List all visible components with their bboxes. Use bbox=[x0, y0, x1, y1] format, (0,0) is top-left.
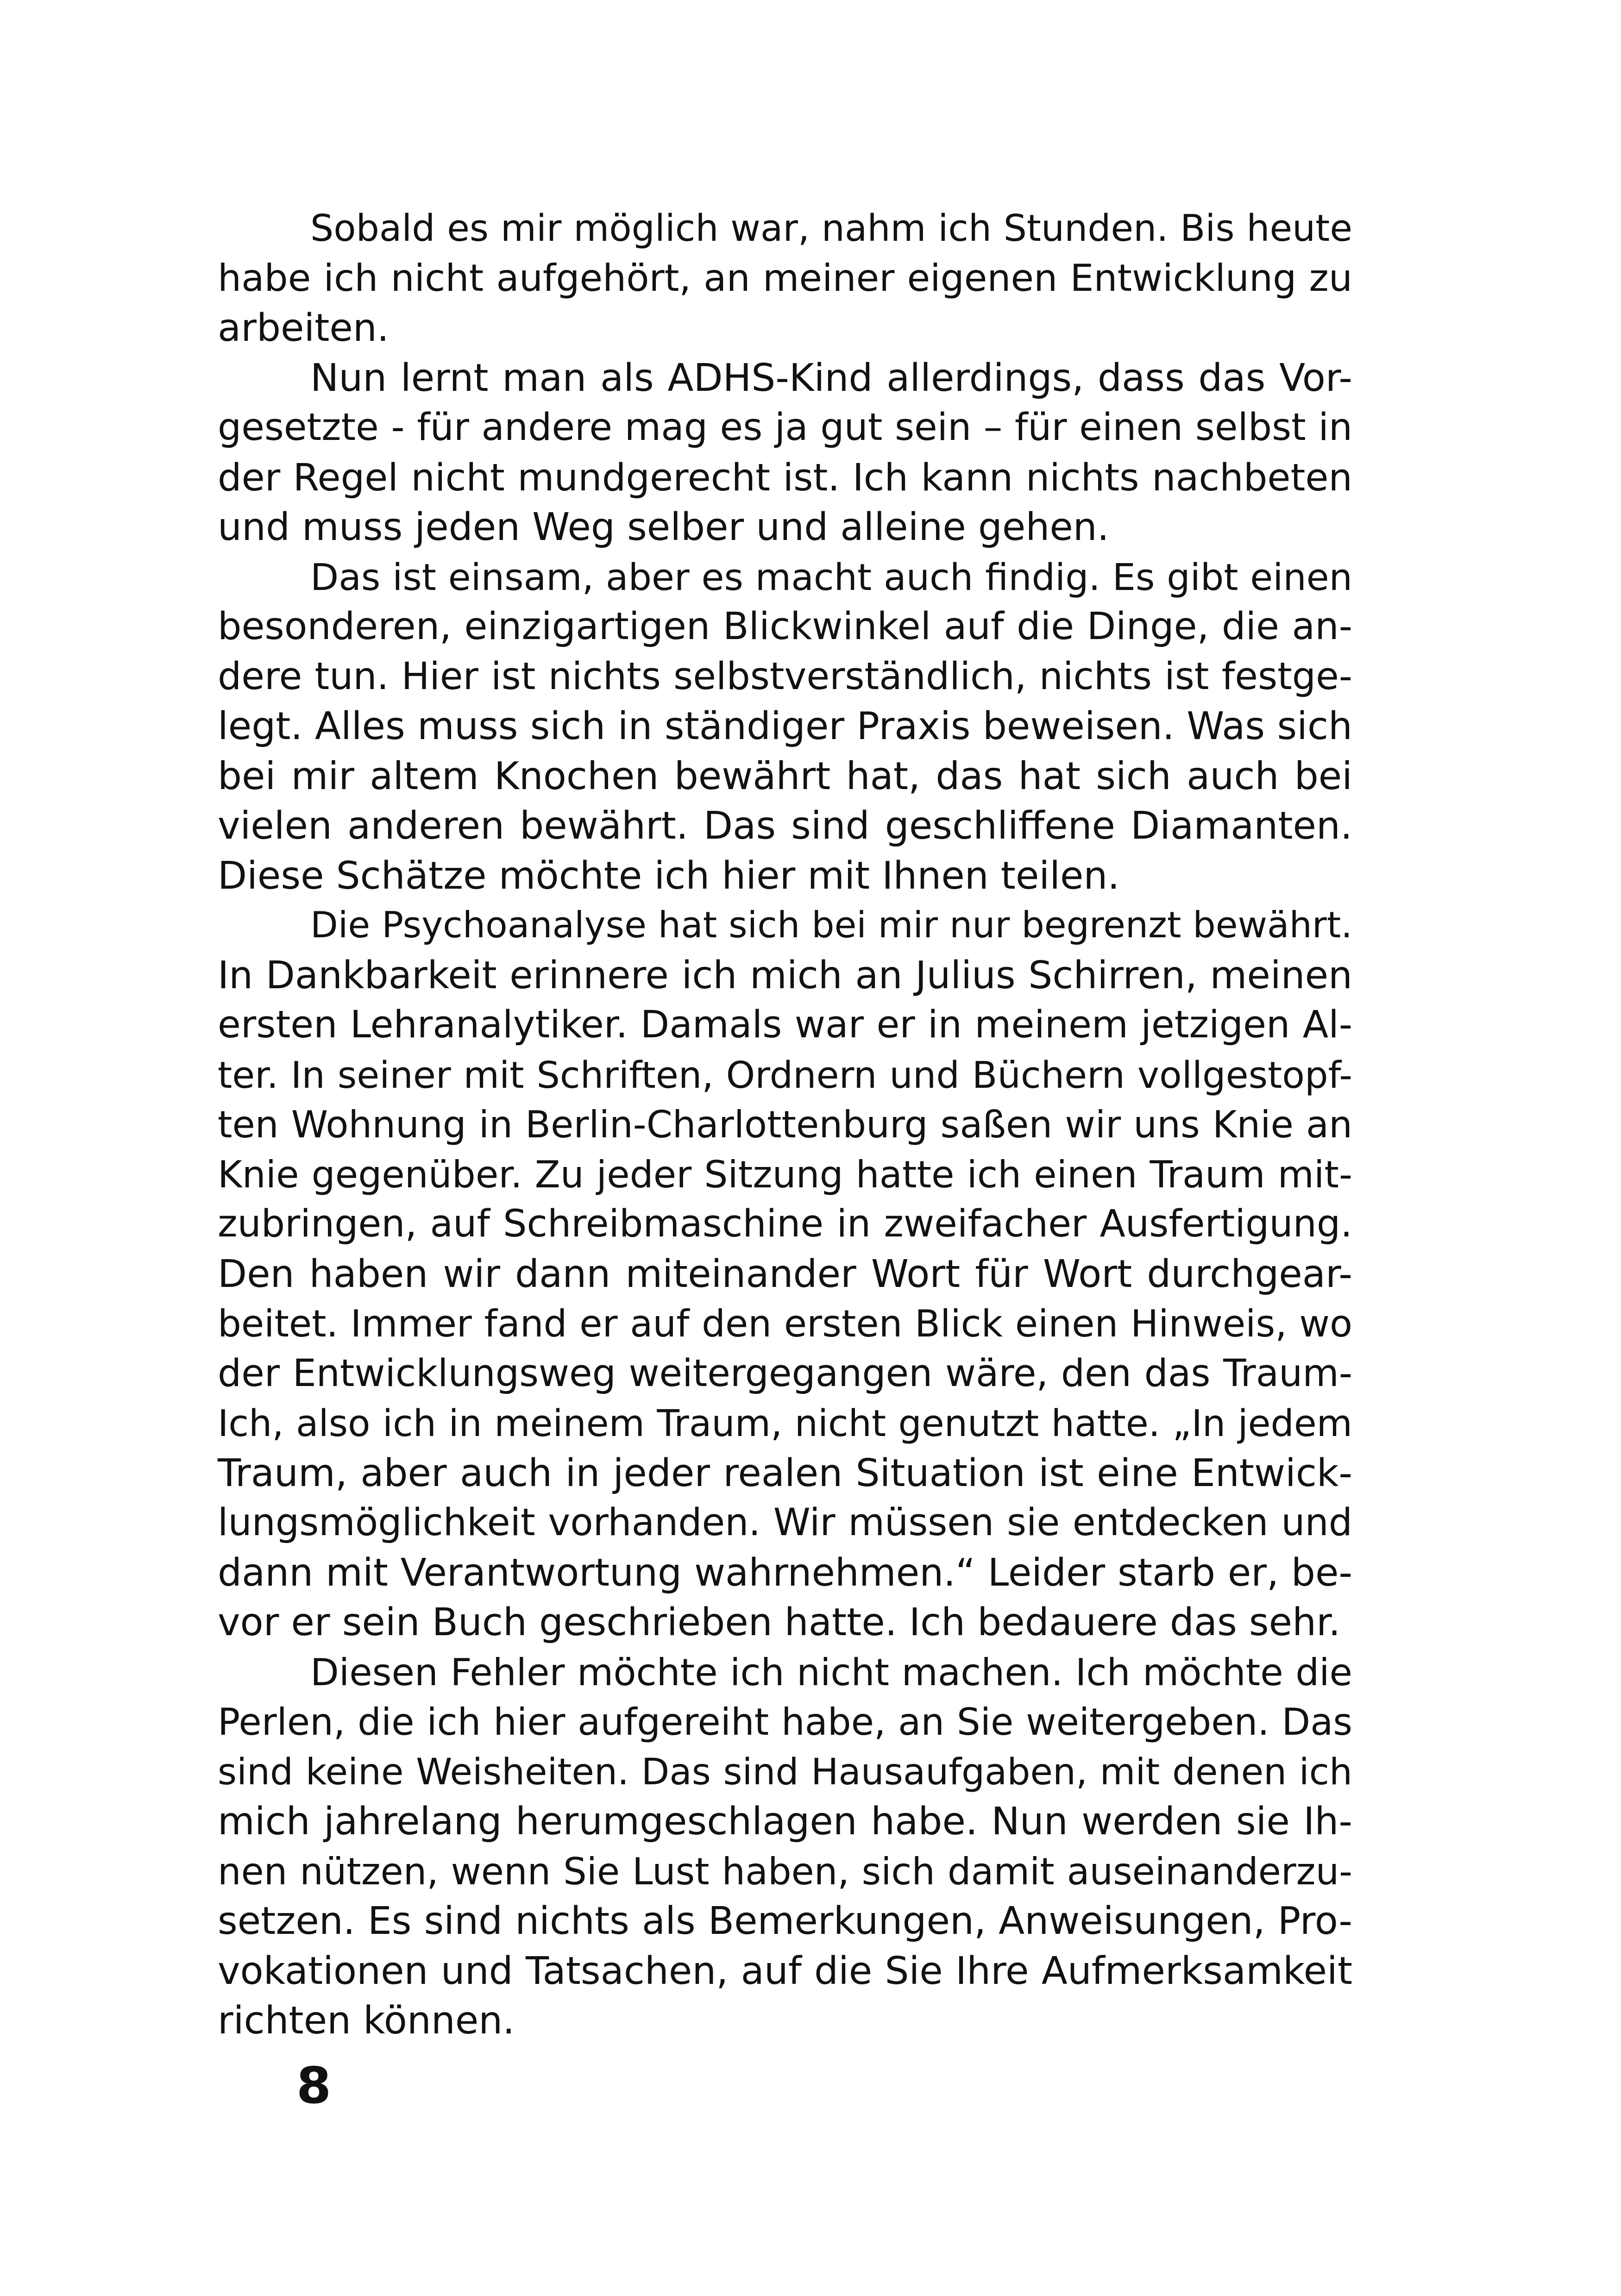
text-line: Ich, also ich in meinem Traum, nicht genutzt hatte. „In jedem bbox=[218, 1402, 1352, 1445]
text-line: vielen anderen bewährt. Das sind geschliffene Diamanten. bbox=[218, 804, 1352, 848]
text-line: Perlen, die ich hier aufgereiht habe, an Sie weitergeben. Das bbox=[218, 1700, 1352, 1744]
text-line: legt. Alles muss sich in ständiger Praxis beweisen. Was sich bbox=[218, 704, 1352, 748]
text-line: der Regel nicht mundgerecht ist. Ich kann nichts nachbeten bbox=[218, 455, 1352, 500]
text-line: und muss jeden Weg selber und alleine gehen. bbox=[218, 505, 1109, 549]
text-line: arbeiten. bbox=[218, 306, 389, 350]
text-line: besonderen, einzigartigen Blickwinkel auf die Dinge, die an- bbox=[218, 605, 1352, 648]
text-line: beitet. Immer fand er auf den ersten Blick einen Hinweis, wo bbox=[218, 1302, 1352, 1345]
text-line: mich jahrelang herumgeschlagen habe. Nun werden sie Ih- bbox=[218, 1800, 1352, 1844]
text-line: ersten Lehranalytiker. Damals war er in meinem jetzigen Al- bbox=[218, 1003, 1352, 1047]
text-line: setzen. Es sind nichts als Bemerkungen, Anweisungen, Pro- bbox=[218, 1899, 1352, 1943]
text-line: zubringen, auf Schreibmaschine in zweifacher Ausfertigung. bbox=[218, 1202, 1352, 1246]
text-line: der Entwicklungsweg weitergegangen wäre, den das Traum- bbox=[218, 1351, 1352, 1395]
text-line: Traum, aber auch in jeder realen Situation ist eine Entwick- bbox=[218, 1451, 1352, 1495]
text-line: ter. In seiner mit Schriften, Ordnern und Büchern vollgestopf- bbox=[218, 1053, 1352, 1097]
text-line: richten können. bbox=[218, 1999, 515, 2043]
text-line: dann mit Verantwortung wahrnehmen.“ Leider starb er, be- bbox=[218, 1550, 1352, 1595]
text-line: In Dankbarkeit erinnere ich mich an Julius Schirren, meinen bbox=[218, 953, 1352, 997]
text-line: vor er sein Buch geschrieben hatte. Ich bedauere das sehr. bbox=[218, 1600, 1341, 1644]
text-line: Sobald es mir möglich war, nahm ich Stunden. Bis heute bbox=[310, 207, 1352, 250]
text-line: Die Psychoanalyse hat sich bei mir nur begrenzt bewährt. bbox=[310, 904, 1352, 946]
text-line: Das ist einsam, aber es macht auch findig. Es gibt einen bbox=[310, 555, 1352, 599]
text-line: lungsmöglichkeit vorhanden. Wir müssen sie entdecken und bbox=[218, 1501, 1352, 1544]
text-line: gesetzte - für andere mag es ja gut sein – für einen selbst in bbox=[218, 406, 1352, 449]
text-line: Diesen Fehler möchte ich nicht machen. Ich möchte die bbox=[310, 1650, 1352, 1694]
text-line: habe ich nicht aufgehört, an meiner eigenen Entwicklung zu bbox=[218, 256, 1352, 300]
text-line: vokationen und Tatsachen, auf die Sie Ihre Aufmerksamkeit bbox=[218, 1949, 1352, 1993]
text-line: Den haben wir dann miteinander Wort für Wort durchgear- bbox=[218, 1252, 1352, 1296]
text-line: ten Wohnung in Berlin-Charlottenburg saßen wir uns Knie an bbox=[218, 1103, 1352, 1146]
text-line: Diese Schätze möchte ich hier mit Ihnen teilen. bbox=[218, 853, 1120, 898]
body-text bbox=[218, 204, 1352, 2046]
text-line: bei mir altem Knochen bewährt hat, das hat sich auch bei bbox=[218, 754, 1352, 798]
text-line: Nun lernt man als ADHS-Kind allerdings, dass das Vor- bbox=[310, 356, 1352, 400]
text-line: nen nützen, wenn Sie Lust haben, sich damit auseinanderzu- bbox=[218, 1850, 1352, 1893]
page-number: 8 bbox=[296, 2057, 332, 2115]
text-line: Knie gegenüber. Zu jeder Sitzung hatte ich einen Traum mit- bbox=[218, 1152, 1352, 1196]
text-line: sind keine Weisheiten. Das sind Hausaufgaben, mit denen ich bbox=[218, 1750, 1352, 1793]
text-line: dere tun. Hier ist nichts selbstverständlich, nichts ist festge- bbox=[218, 654, 1352, 698]
